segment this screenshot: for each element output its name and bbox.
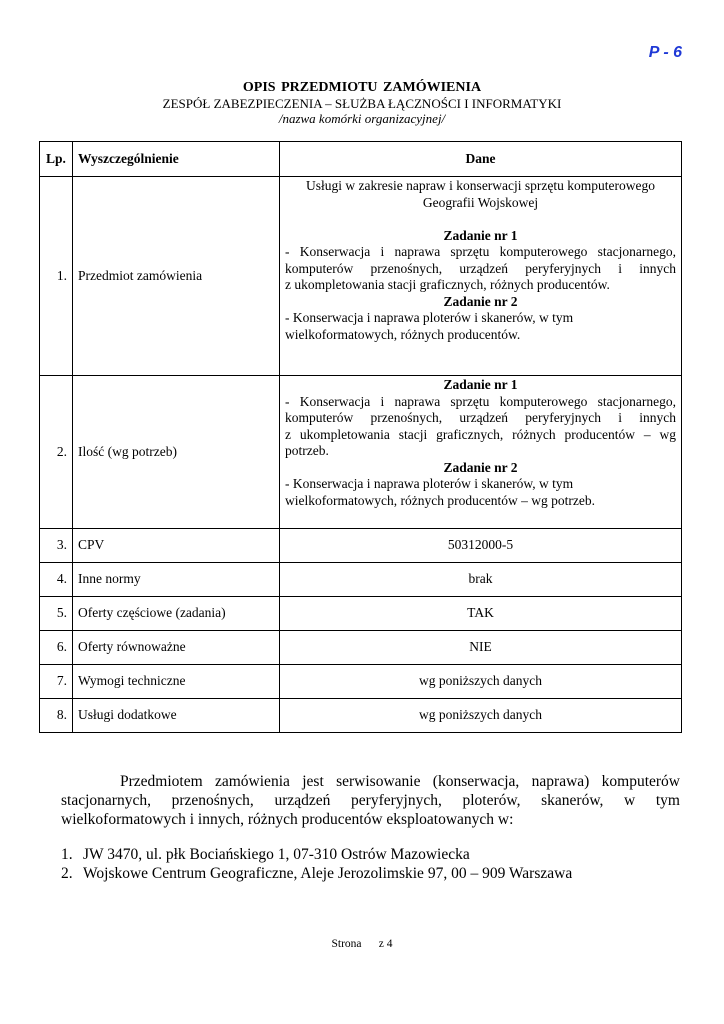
location-list — [61, 845, 701, 883]
row-number: 8. — [40, 699, 73, 733]
task-line: komputerów przenośnych, urządzeń peryferyjnych i innych — [285, 410, 676, 425]
document-title: OPIS PRZEDMIOTU ZAMÓWIENIA — [242, 80, 482, 95]
row-number: 4. — [40, 563, 73, 597]
row-number: 6. — [40, 631, 73, 665]
list-number: 2. — [61, 865, 73, 882]
table-header-row — [40, 142, 682, 177]
list-text: Wojskowe Centrum Geograficzne, Aleje Jerozolimskie 97, 00 – 909 Warszawa — [83, 865, 573, 882]
task-title: Zadanie nr 1 — [443, 377, 518, 392]
row-number: 3. — [40, 529, 73, 563]
specification-table — [39, 141, 682, 733]
row-label: Przedmiot zamówienia — [73, 177, 280, 376]
intro-line: Geografii Wojskowej — [422, 194, 539, 210]
task-line: wielkoformatowych, różnych producentów. — [285, 326, 521, 342]
header-data: Dane — [280, 142, 682, 177]
table-row — [40, 665, 682, 699]
page-count: z 4 — [378, 938, 393, 950]
list-number: 1. — [61, 846, 73, 863]
table-row — [40, 177, 682, 376]
row-data — [280, 177, 682, 376]
row-label: Inne normy — [73, 563, 280, 597]
row-value: brak — [280, 563, 682, 597]
row-label: Ilość (wg potrzeb) — [73, 376, 280, 529]
row-value: 50312000-5 — [280, 529, 682, 563]
row-label: CPV — [73, 529, 280, 563]
list-text: JW 3470, ul. płk Bociańskiego 1, 07-310 Ostrów Mazowiecka — [83, 846, 470, 863]
paragraph-line: stacjonarnych, przenośnych, urządzeń peryferyjnych, ploterów, skanerów, w tym — [61, 792, 680, 809]
intro-line: Usługi w zakresie napraw i konserwacji sprzętu komputerowego — [305, 178, 656, 193]
task-line: potrzeb. — [285, 443, 329, 458]
row-number: 1. — [40, 177, 73, 376]
list-item — [61, 864, 701, 883]
document-header — [0, 80, 724, 126]
row-data — [280, 376, 682, 529]
table-row — [40, 597, 682, 631]
task-line: wielkoformatowych, różnych producentów – wg potrzeb. — [285, 492, 596, 508]
task-line: z ukompletowania stacji graficznych, różnych producentów. — [285, 277, 610, 292]
table-row — [40, 563, 682, 597]
row-label: Oferty równoważne — [73, 631, 280, 665]
task-line: - Konserwacja i naprawa ploterów i skanerów, w tym — [285, 310, 574, 325]
page-label: Strona — [331, 938, 362, 950]
row-value: NIE — [280, 631, 682, 665]
table-row — [40, 376, 682, 529]
row-value: wg poniższych danych — [280, 665, 682, 699]
header-item: Wyszczególnienie — [73, 142, 280, 177]
row-number: 2. — [40, 376, 73, 529]
header-lp: Lp. — [40, 142, 73, 177]
paragraph-line: wielkoformatowych i innych, różnych producentów eksploatowanych w: — [61, 811, 514, 828]
page-footer — [0, 938, 724, 950]
task-line: - Konserwacja i naprawa sprzętu komputerowego stacjonarnego, — [285, 393, 676, 409]
row-label: Oferty częściowe (zadania) — [73, 597, 280, 631]
row-value: TAK — [280, 597, 682, 631]
table-row — [40, 529, 682, 563]
row-value: wg poniższych danych — [280, 699, 682, 733]
task-title: Zadanie nr 2 — [443, 459, 518, 475]
task-line: komputerów przenośnych, urządzeń peryferyjnych i innych — [285, 260, 676, 276]
task-line: z ukompletowania stacji graficznych, różnych producentów – wg — [285, 426, 676, 442]
task-title: Zadanie nr 1 — [443, 227, 518, 243]
unit-caption: /nazwa komórki organizacyjnej/ — [278, 111, 446, 126]
task-line: - Konserwacja i naprawa ploterów i skanerów, w tym — [285, 476, 574, 491]
table-row — [40, 631, 682, 665]
body-paragraph — [61, 772, 680, 829]
table-row — [40, 699, 682, 733]
task-line: - Konserwacja i naprawa sprzętu komputerowego stacjonarnego, — [285, 244, 676, 259]
row-label: Wymogi techniczne — [73, 665, 280, 699]
department-name: ZESPÓŁ ZABEZPIECZENIA – SŁUŻBA ŁĄCZNOŚCI I INFORMATYKI — [162, 96, 562, 111]
task-title: Zadanie nr 2 — [443, 293, 518, 309]
row-number: 5. — [40, 597, 73, 631]
page-code: P - 6 — [648, 44, 682, 61]
list-item — [61, 845, 701, 864]
paragraph-line: Przedmiotem zamówienia jest serwisowanie (konserwacja, naprawa) komputerów — [120, 773, 680, 790]
row-number: 7. — [40, 665, 73, 699]
row-label: Usługi dodatkowe — [73, 699, 280, 733]
